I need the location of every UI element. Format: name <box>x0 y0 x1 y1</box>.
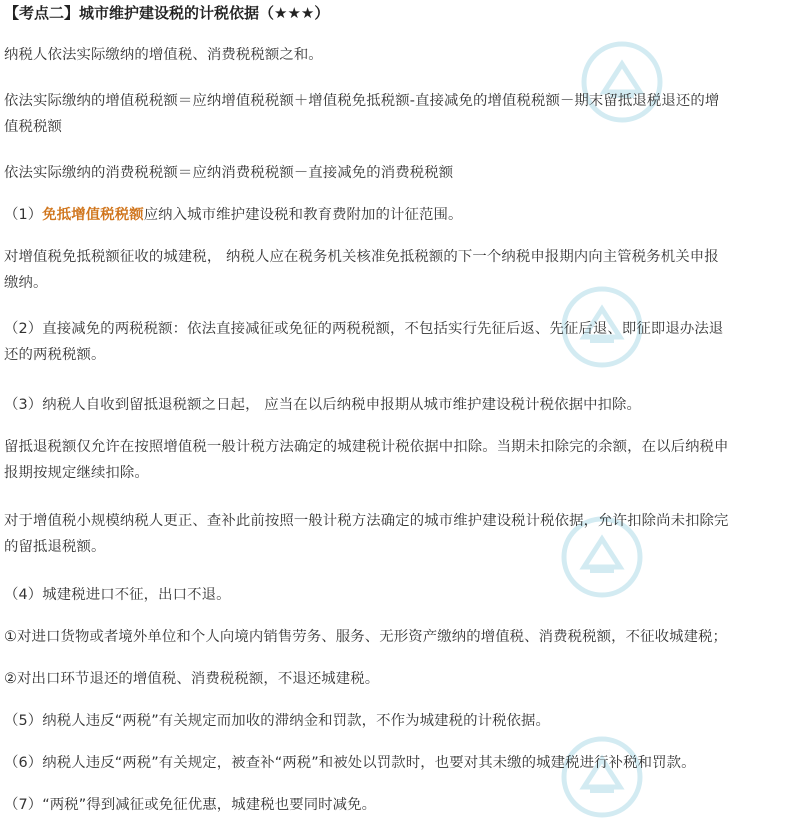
paragraph-line: 报期按规定继续扣除。 <box>4 465 149 481</box>
paragraph-line: 的留抵退税额。 <box>4 539 106 555</box>
paragraph-point-3: （3）纳税人自收到留抵退税额之日起， 应当在以后纳税申报期从城市维护建设税计税依据中扣除。 <box>4 397 642 413</box>
paragraph-exemption-levy <box>4 244 804 296</box>
paragraph-point-5: （5）纳税人违反“两税”有关规定而加收的滞纳金和罚款，不作为城建税的计税依据。 <box>4 713 551 729</box>
paragraph-point-1 <box>4 202 804 228</box>
paragraph-line: 对增值税免抵税额征收的城建税， 纳税人应在税务机关核准免抵税额的下一个纳税申报期内向主管税务机关申报 <box>4 249 719 265</box>
paragraph-import: ①对进口货物或者境外单位和个人向境内销售劳务、服务、无形资产缴纳的增值税、消费税税额，不征收城建税； <box>4 629 728 645</box>
paragraph-refund-deduction <box>4 434 804 486</box>
paragraph-line: 值税税额 <box>4 119 62 135</box>
paragraph-consumption-formula: 依法实际缴纳的消费税税额＝应纳消费税税额－直接减免的消费税税额 <box>4 165 454 181</box>
paragraph-vat-formula <box>4 88 804 140</box>
paragraph-line: 对于增值税小规模纳税人更正、查补此前按照一般计税方法确定的城市维护建设税计税依据，允许扣除尚未扣除完 <box>4 513 729 529</box>
paragraph-point-2 <box>4 316 804 368</box>
section-title: 【考点二】城市维护建设税的计税依据（★★★） <box>4 4 330 22</box>
paragraph-point-6: （6）纳税人违反“两税”有关规定，被查补“两税”和被处以罚款时，也要对其未缴的城建税进行补税和罚款。 <box>4 755 696 771</box>
paragraph-line: 缴纳。 <box>4 275 48 291</box>
paragraph-point-7: （7）“两税”得到减征或免征优惠，城建税也要同时减免。 <box>4 797 377 813</box>
paragraph-point-4: （4）城建税进口不征，出口不退。 <box>4 587 231 603</box>
paragraph-line: 依法实际缴纳的增值税税额＝应纳增值税税额＋增值税免抵税额-直接减免的增值税税额－期末留抵退税退还的增 <box>4 93 720 109</box>
point-number: （1） <box>4 207 43 223</box>
paragraph-line: （2）直接减免的两税税额：依法直接减征或免征的两税税额，不包括实行先征后返、先征后退、即征即退办法退 <box>4 321 724 337</box>
paragraph-small-taxpayer <box>4 508 804 560</box>
paragraph-line: 还的两税税额。 <box>4 347 106 363</box>
point-text: 应纳入城市维护建设税和教育费附加的计征范围。 <box>143 207 463 223</box>
highlighted-term: 免抵增值税税额 <box>42 207 144 223</box>
paragraph-export: ②对出口环节退还的增值税、消费税税额，不退还城建税。 <box>4 671 380 687</box>
paragraph-definition: 纳税人依法实际缴纳的增值税、消费税税额之和。 <box>4 47 323 63</box>
paragraph-line: 留抵退税额仅允许在按照增值税一般计税方法确定的城建税计税依据中扣除。当期未扣除完的余额，在以后纳税申 <box>4 439 729 455</box>
